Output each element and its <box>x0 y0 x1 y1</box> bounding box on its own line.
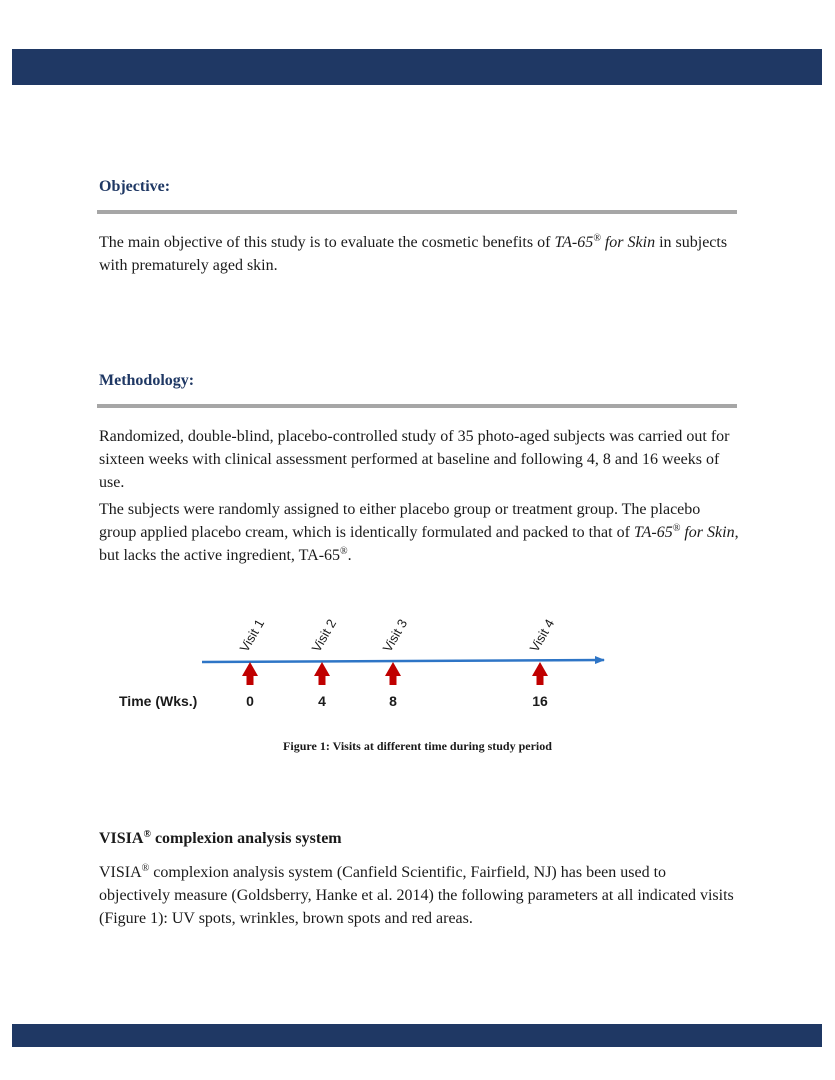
visit-label: Visit 1 <box>236 616 268 655</box>
visit-arrow-icon <box>242 662 258 685</box>
figure-caption: Figure 1: Visits at different time during study period <box>283 739 552 753</box>
visit-timeline-figure <box>0 595 835 725</box>
visit-marker-4 <box>527 617 558 709</box>
header-band <box>12 49 822 85</box>
visit-arrow-icon <box>385 662 401 685</box>
visit-marker-3 <box>380 617 411 709</box>
visit-arrow-icon <box>532 662 548 685</box>
visit-label: Visit 4 <box>526 616 558 655</box>
footer-band <box>12 1024 822 1047</box>
week-label: 0 <box>246 693 254 709</box>
methodology-paragraph-2: The subjects were randomly assigned to either placebo group or treatment group. The placebo group applied placebo cream, which is identically formulated and packed to that of TA-65® for Skin, but lacks the active ingredient, TA-65®. <box>99 501 739 564</box>
visit-label: Visit 2 <box>308 616 340 655</box>
methodology-rule <box>97 404 737 408</box>
methodology-heading: Methodology: <box>99 372 195 389</box>
objective-rule <box>97 210 737 214</box>
week-label: 4 <box>318 693 326 709</box>
timeline-axis <box>202 660 604 662</box>
time-axis-label: Time (Wks.) <box>119 693 198 709</box>
visit-label: Visit 3 <box>379 616 411 655</box>
visit-marker-2 <box>309 617 340 709</box>
methodology-paragraph-1: Randomized, double-blind, placebo-controlled study of 35 photo-aged subjects was carried out for sixteen weeks with clinical assessment performed at baseline and following 4, 8 and 16 weeks of use. <box>99 428 730 491</box>
week-label: 16 <box>532 693 548 709</box>
visit-arrow-icon <box>314 662 330 685</box>
visia-paragraph: VISIA® complexion analysis system (Canfield Scientific, Fairfield, NJ) has been used to objectively measure (Goldsberry, Hanke et al. 2014) the following parameters at all indicated visits (Figure 1): UV spots, wrinkles, brown spots and red areas. <box>99 863 734 927</box>
week-label: 8 <box>389 693 397 709</box>
objective-paragraph: The main objective of this study is to evaluate the cosmetic benefits of TA-65® for Skin in subjects with prematurely aged skin. <box>99 233 728 274</box>
objective-heading: Objective: <box>99 178 171 195</box>
visia-heading: VISIA® complexion analysis system <box>99 829 342 847</box>
